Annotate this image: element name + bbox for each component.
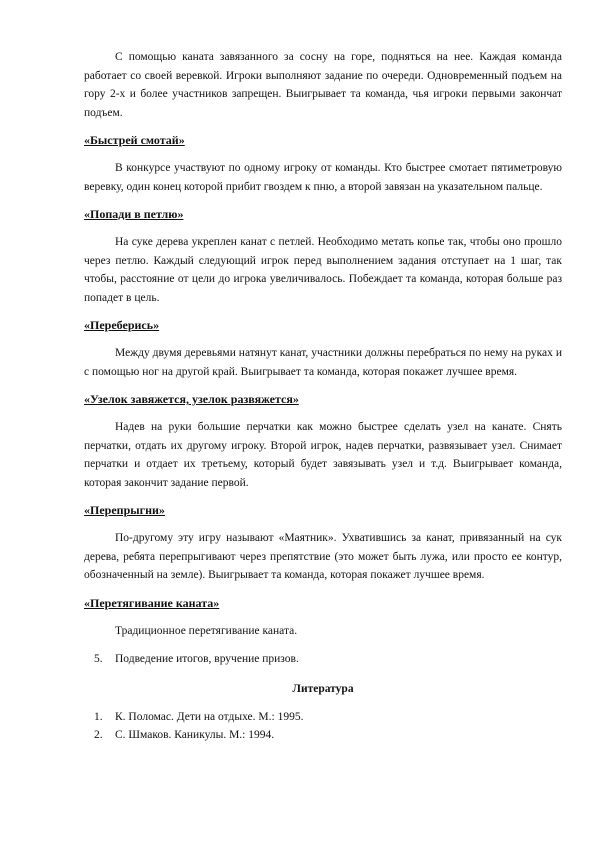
spacer (84, 492, 562, 501)
intro-paragraph: С помощью каната завязанного за сосну на горе, подняться на нее. Каждая команда работает со своей веревкой. Игроки выполняют задание по очереди. Одновременный подъем на гору 2-х и более участников запрещен. Выигрывает та команда, чья игроки первыми закончат подъем. (84, 51, 562, 119)
section-heading-pereberis: «Переберись» (84, 318, 160, 332)
list-item (94, 708, 562, 726)
spacer (84, 640, 562, 650)
section-heading-uzelok: «Узелок завяжется, узелок развяжется» (84, 392, 299, 406)
literature-list (84, 708, 562, 744)
section-text-uzelok: Надев на руки большие перчатки как можно быстрее сделать узел на канате. Снять перчатки, отдать их другому игроку. Второй игрок, надев перчатки, развязывает узел. Снимает перчатки и отдает их третьему, который будет завязывать узел и т.д. Выигрывает команда, которая закончит задание первой. (84, 421, 562, 489)
section-heading-peretyagivanie: «Перетягивание каната» (84, 595, 220, 610)
list-item-text: С. Шмаков. Каникулы. М.: 1994. (115, 729, 275, 741)
spacer (84, 196, 562, 205)
list-item-text: К. Поломас. Дети на отдыхе. М.: 1995. (115, 711, 304, 723)
section-text-pereprygni: По-другому эту игру называют «Маятник». Ухватившись за канат, привязанный на сук дерева, ребята перепрыгивают через препятствие (это может быть лужа, или просто ее контур, обозначенный на земле). Выигрывает та команда, которая покажет лучшее время. (84, 532, 562, 581)
spacer (84, 698, 562, 708)
document-content (84, 48, 562, 744)
spacer (84, 381, 562, 390)
spacer (84, 334, 562, 344)
list-item-number: 2. (94, 729, 103, 741)
list-item-text: Подведение итогов, вручение призов. (115, 653, 299, 665)
literature-title: Литература (292, 683, 354, 695)
section-heading-bystrey-smotay: «Быстрей смотай» (84, 133, 185, 147)
spacer (84, 307, 562, 316)
section-text-popadi-v-petlyu: На суке дерева укреплен канат с петлей. Необходимо метать копье так, чтобы оно прошло через петлю. Каждый следующий игрок перед выполнением задания отступает на 1 шаг, так чтобы, расстояние от цели до игрока увеличивалось. Побеждает та команда, которая больше раз попадет в цель. (84, 236, 562, 304)
section-text-peretyagivanie: Традиционное перетягивание каната. (115, 624, 298, 637)
spacer (84, 519, 562, 529)
spacer (84, 408, 562, 418)
spacer (84, 612, 562, 622)
list-item-number: 5. (94, 653, 103, 665)
spacer (84, 585, 562, 594)
section-text-bystrey-smotay: В конкурсе участвуют по одному игроку от команды. Кто быстрее смотает пятиметровую веревку, один конец которой прибит гвоздем к пню, а второй завязан на указательном пальце. (84, 162, 562, 193)
spacer (84, 668, 562, 680)
section-heading-pereprygni: «Перепрыгни» (84, 503, 165, 517)
spacer (84, 149, 562, 159)
section-text-pereberis: Между двумя деревьями натянут канат, участники должны перебраться по нему на руках и с помощью ног на другой край. Выигрывает та команда, которая покажет лучшее время. (84, 347, 562, 378)
section-heading-popadi-v-petlyu: «Попади в петлю» (84, 207, 184, 221)
list-item (94, 726, 562, 744)
final-item-list (84, 650, 562, 668)
spacer (84, 223, 562, 233)
spacer (84, 122, 562, 131)
list-item-number: 1. (94, 711, 103, 723)
list-item (94, 650, 562, 668)
